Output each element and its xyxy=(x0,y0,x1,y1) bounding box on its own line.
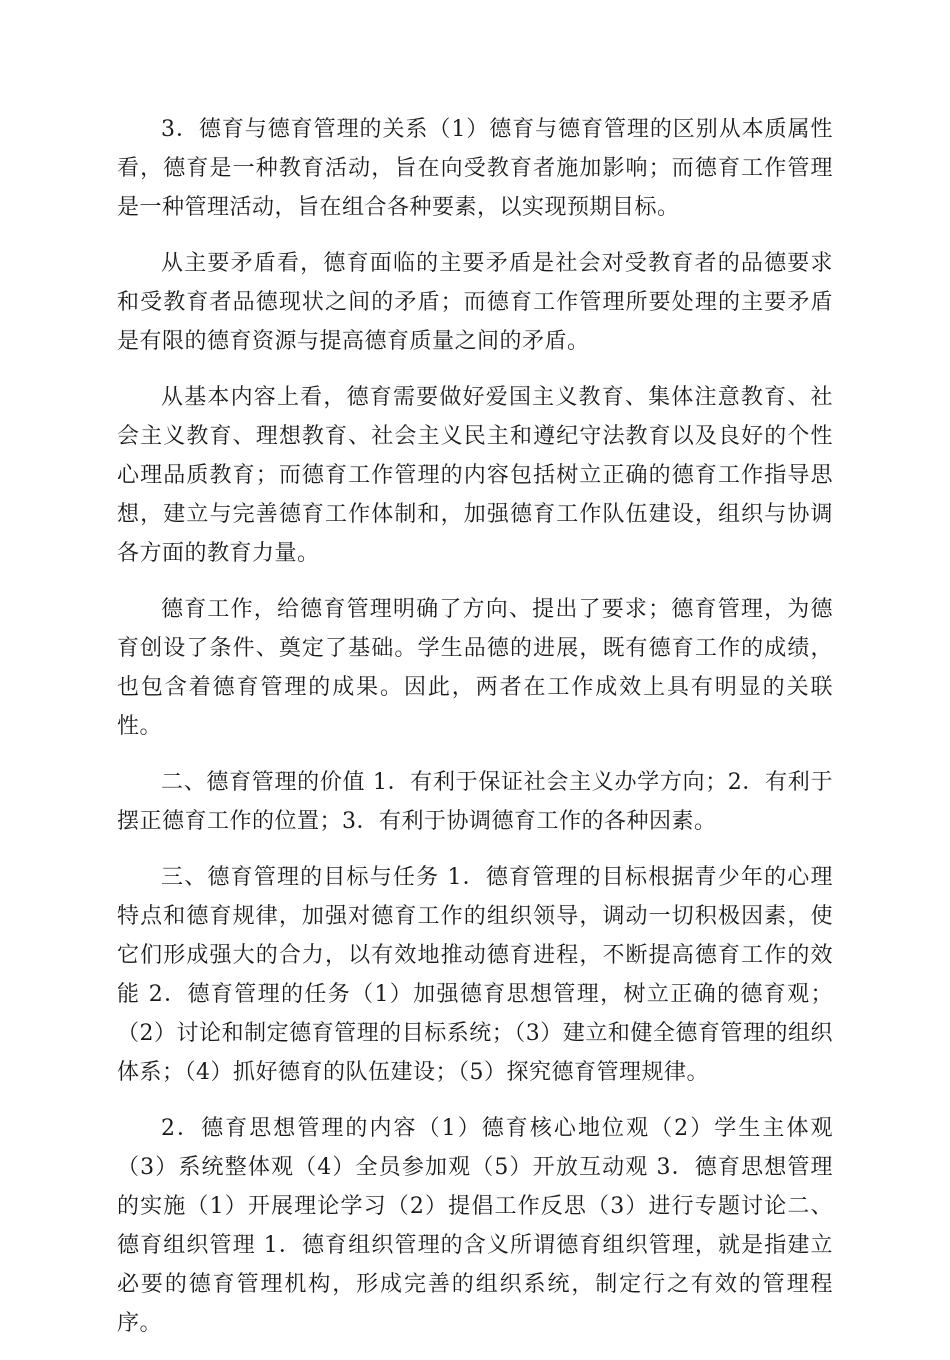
paragraph-goals-tasks: 三、德育管理的目标与任务 1．德育管理的目标根据青少年的心理特点和德育规律，加强对德育工作的组织领导，调动一切积极因素，使它们形成强大的合力，以有效地推动德育进程，不断提高德育工作的效能 2．德育管理的任务（1）加强德育思想管理，树立正确的德育观；（2）讨论和制定德育管理的目标系统；（3）建立和健全德育管理的组织体系；（4）抓好德育的队伍建设；（5）探究德育管理规律。 xyxy=(117,865,833,1085)
paragraph-basic-content: 从基本内容上看，德育需要做好爱国主义教育、集体注意教育、社会主义教育、理想教育、社会主义民主和遵纪守法教育以及良好的个性心理品质教育；而德育工作管理的内容包括树立正确的德育工作指导思想，建立与完善德育工作体制和，加强德育工作队伍建设，组织与协调各方面的教育力量。 xyxy=(117,385,833,566)
paragraph-relevance: 德育工作，给德育管理明确了方向、提出了要求；德育管理，为德育创设了条件、奠定了基础。学生品德的进展，既有德育工作的成绩，也包含着德育管理的成果。因此，两者在工作成效上具有明显的关联性。 xyxy=(117,597,833,739)
paragraph-value: 二、德育管理的价值 1．有利于保证社会主义办学方向；2．有利于摆正德育工作的位置；3．有利于协调德育工作的各种因素。 xyxy=(117,770,833,834)
paragraph-relationship: 3．德育与德育管理的关系（1）德育与德育管理的区别从本质属性看，德育是一种教育活动，旨在向受教育者施加影响；而德育工作管理是一种管理活动，旨在组合各种要素，以实现预期目标。 xyxy=(117,117,833,220)
paragraph-main-contradiction: 从主要矛盾看，德育面临的主要矛盾是社会对受教育者的品德要求和受教育者品德现状之间的矛盾；而德育工作管理所要处理的主要矛盾是有限的德育资源与提高德育质量之间的矛盾。 xyxy=(117,251,833,354)
document-body xyxy=(117,110,833,1360)
paragraph-thought-management: 2．德育思想管理的内容（1）德育核心地位观（2）学生主体观（3）系统整体观（4）全员参加观（5）开放互动观 3．德育思想管理的实施（1）开展理论学习（2）提倡工作反思（3）进行专题讨论二、德育组织管理 1．德育组织管理的含义所谓德育组织管理，就是指建立必要的德育管理机构，形成完善的组织系统，制定行之有效的管理程序。 xyxy=(117,1116,833,1336)
